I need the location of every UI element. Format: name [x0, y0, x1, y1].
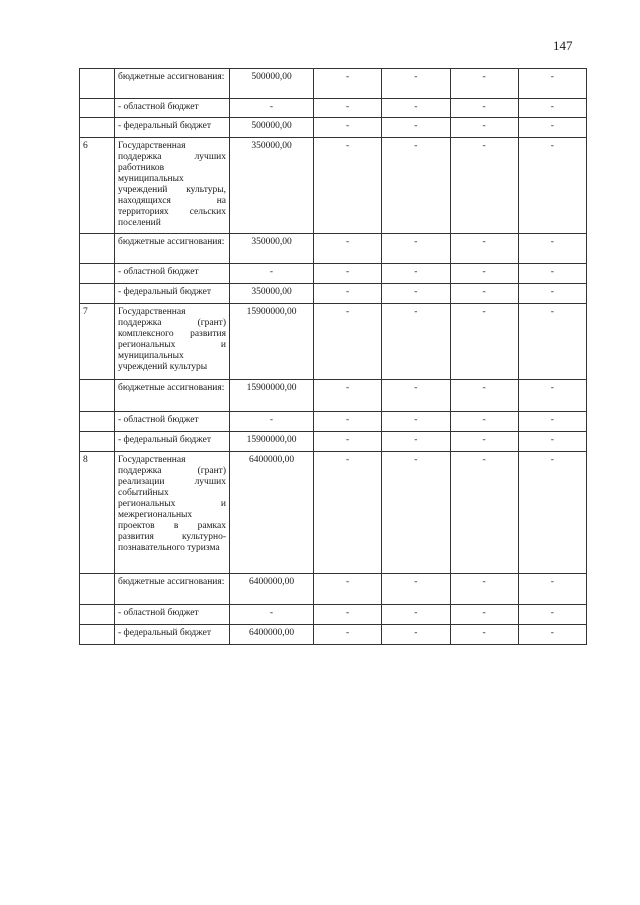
table-row	[80, 304, 587, 380]
row-year-1: -	[314, 625, 382, 645]
row-name: бюджетные ассигнования:	[115, 574, 230, 605]
row-year-4: -	[518, 284, 586, 304]
table-row	[80, 284, 587, 304]
row-name: - областной бюджет	[115, 264, 230, 284]
row-name: - областной бюджет	[115, 412, 230, 432]
row-year-4: -	[518, 99, 586, 118]
row-year-1: -	[314, 99, 382, 118]
row-year-1: -	[314, 412, 382, 432]
row-year-3: -	[450, 99, 518, 118]
table-row	[80, 264, 587, 284]
row-total: -	[230, 99, 314, 118]
row-year-2: -	[382, 264, 450, 284]
row-total: 6400000,00	[230, 574, 314, 605]
table-row	[80, 380, 587, 412]
row-name: - федеральный бюджет	[115, 118, 230, 138]
row-year-4: -	[518, 118, 586, 138]
table-row	[80, 574, 587, 605]
row-year-3: -	[450, 412, 518, 432]
row-number: 6	[80, 138, 115, 234]
row-total: 500000,00	[230, 118, 314, 138]
row-number	[80, 234, 115, 264]
row-number	[80, 69, 115, 99]
row-year-4: -	[518, 432, 586, 452]
budget-table-body	[80, 69, 587, 645]
row-year-4: -	[518, 264, 586, 284]
row-year-3: -	[450, 118, 518, 138]
row-name: бюджетные ассигнования:	[115, 234, 230, 264]
row-year-2: -	[382, 304, 450, 380]
row-number	[80, 574, 115, 605]
row-name: Государственная поддержка (грант) реализации лучших событийных региональных и межрегиональных проектов в рамках развития культурно-познавательного туризма	[115, 452, 230, 574]
row-year-2: -	[382, 574, 450, 605]
table-row	[80, 118, 587, 138]
row-name: - федеральный бюджет	[115, 432, 230, 452]
row-year-2: -	[382, 284, 450, 304]
row-total: 6400000,00	[230, 452, 314, 574]
row-total: -	[230, 264, 314, 284]
row-total: 15900000,00	[230, 432, 314, 452]
row-year-3: -	[450, 452, 518, 574]
row-number	[80, 380, 115, 412]
row-year-3: -	[450, 574, 518, 605]
table-row	[80, 69, 587, 99]
row-year-2: -	[382, 138, 450, 234]
row-year-2: -	[382, 432, 450, 452]
row-year-4: -	[518, 234, 586, 264]
row-name: - областной бюджет	[115, 99, 230, 118]
row-year-1: -	[314, 284, 382, 304]
row-number	[80, 605, 115, 625]
row-year-3: -	[450, 625, 518, 645]
row-year-1: -	[314, 234, 382, 264]
table-row	[80, 412, 587, 432]
row-year-1: -	[314, 264, 382, 284]
row-year-2: -	[382, 452, 450, 574]
row-total: 15900000,00	[230, 304, 314, 380]
row-year-2: -	[382, 99, 450, 118]
table-row	[80, 99, 587, 118]
table-row	[80, 234, 587, 264]
row-year-2: -	[382, 412, 450, 432]
row-total: 15900000,00	[230, 380, 314, 412]
row-year-4: -	[518, 452, 586, 574]
row-year-2: -	[382, 69, 450, 99]
row-number	[80, 284, 115, 304]
row-year-1: -	[314, 605, 382, 625]
row-name: - федеральный бюджет	[115, 625, 230, 645]
row-year-3: -	[450, 605, 518, 625]
row-total: 6400000,00	[230, 625, 314, 645]
table-row	[80, 605, 587, 625]
row-total: -	[230, 412, 314, 432]
row-year-2: -	[382, 625, 450, 645]
row-name: Государственная поддержка (грант) комплексного развития региональных и муниципальных учреждений культуры	[115, 304, 230, 380]
row-total: 350000,00	[230, 284, 314, 304]
page-number: 147	[553, 38, 573, 53]
row-number: 8	[80, 452, 115, 574]
row-year-3: -	[450, 264, 518, 284]
row-year-3: -	[450, 284, 518, 304]
row-number: 7	[80, 304, 115, 380]
row-year-3: -	[450, 69, 518, 99]
budget-table	[79, 68, 587, 645]
row-name: бюджетные ассигнования:	[115, 380, 230, 412]
row-number	[80, 99, 115, 118]
row-year-2: -	[382, 380, 450, 412]
row-year-4: -	[518, 412, 586, 432]
row-year-1: -	[314, 138, 382, 234]
row-number	[80, 625, 115, 645]
row-year-4: -	[518, 69, 586, 99]
row-total: -	[230, 605, 314, 625]
row-year-1: -	[314, 432, 382, 452]
row-total: 350000,00	[230, 138, 314, 234]
row-year-4: -	[518, 138, 586, 234]
row-total: 500000,00	[230, 69, 314, 99]
row-total: 350000,00	[230, 234, 314, 264]
row-year-1: -	[314, 380, 382, 412]
table-row	[80, 625, 587, 645]
row-year-4: -	[518, 625, 586, 645]
row-year-3: -	[450, 138, 518, 234]
row-name: Государственная поддержка лучших работников муниципальных учреждений культуры, находящихся на территориях сельских поселений	[115, 138, 230, 234]
row-number	[80, 432, 115, 452]
row-year-3: -	[450, 304, 518, 380]
table-row	[80, 138, 587, 234]
row-year-4: -	[518, 605, 586, 625]
row-year-1: -	[314, 69, 382, 99]
row-year-3: -	[450, 380, 518, 412]
row-year-4: -	[518, 380, 586, 412]
row-number	[80, 264, 115, 284]
row-year-1: -	[314, 304, 382, 380]
row-year-1: -	[314, 452, 382, 574]
row-year-1: -	[314, 574, 382, 605]
row-year-2: -	[382, 118, 450, 138]
table-row	[80, 432, 587, 452]
table-row	[80, 452, 587, 574]
row-number	[80, 412, 115, 432]
row-year-2: -	[382, 234, 450, 264]
row-year-3: -	[450, 432, 518, 452]
row-year-1: -	[314, 118, 382, 138]
row-name: бюджетные ассигнования:	[115, 69, 230, 99]
row-name: - федеральный бюджет	[115, 284, 230, 304]
row-number	[80, 118, 115, 138]
row-year-4: -	[518, 574, 586, 605]
row-name: - областной бюджет	[115, 605, 230, 625]
row-year-3: -	[450, 234, 518, 264]
row-year-4: -	[518, 304, 586, 380]
row-year-2: -	[382, 605, 450, 625]
